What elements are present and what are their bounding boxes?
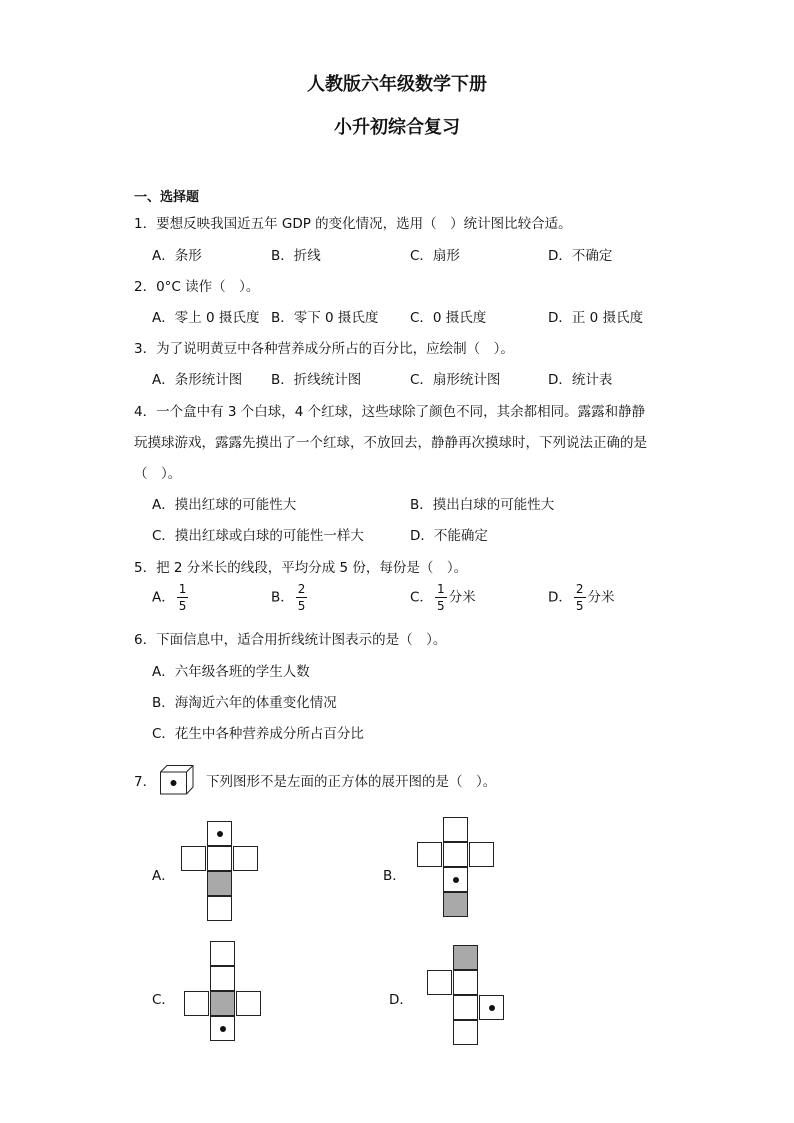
net-cell bbox=[443, 842, 468, 867]
q2-option-c[interactable]: C．0 摄氏度 bbox=[410, 310, 487, 326]
q4-option-b[interactable]: B．摸出白球的可能性大 bbox=[410, 497, 555, 513]
fraction-denominator: 5 bbox=[575, 599, 584, 613]
net-cell bbox=[210, 941, 235, 966]
fraction bbox=[296, 583, 308, 612]
fraction-numerator: 2 bbox=[297, 582, 306, 596]
q2-option-a[interactable]: A．零上 0 摄氏度 bbox=[152, 310, 260, 326]
question-7-number: 7． bbox=[134, 774, 157, 790]
q5-option-a-letter: A． bbox=[152, 589, 175, 606]
question-4-stem-line-3: （ ）。 bbox=[134, 466, 182, 482]
question-4-stem-line-2: 玩摸球游戏，露露先摸出了一个红球，不放回去，静静再次摸球时，下列说法正确的是 bbox=[134, 435, 647, 451]
net-c-label[interactable]: C． bbox=[152, 992, 175, 1008]
q4-option-c[interactable]: C．摸出红球或白球的可能性一样大 bbox=[152, 528, 364, 544]
q3-option-d[interactable]: D．统计表 bbox=[548, 372, 613, 388]
fraction-numerator: 1 bbox=[436, 582, 445, 596]
net-cell bbox=[210, 966, 235, 991]
fraction bbox=[177, 583, 189, 612]
net-cell bbox=[479, 995, 504, 1020]
net-cell bbox=[207, 896, 232, 921]
q1-option-c[interactable]: C．扇形 bbox=[410, 248, 460, 264]
net-cell bbox=[427, 970, 452, 995]
question-5-stem: 5．把 2 分米长的线段，平均分成 5 份，每份是（ ）。 bbox=[134, 560, 468, 576]
cube-figure bbox=[160, 765, 194, 795]
net-d-label[interactable]: D． bbox=[389, 992, 413, 1008]
q5-option-d-letter: D． bbox=[548, 589, 572, 606]
net-cell bbox=[469, 842, 494, 867]
net-cell-shaded bbox=[210, 991, 235, 1016]
net-cell-shaded bbox=[443, 892, 468, 917]
fraction bbox=[574, 583, 586, 612]
fraction-numerator: 1 bbox=[178, 582, 187, 596]
q5-option-d-unit: 分米 bbox=[587, 589, 615, 606]
dot-icon bbox=[453, 877, 459, 883]
question-7-stem: 下列图形不是左面的正方体的展开图的是（ ）。 bbox=[206, 774, 497, 790]
q1-option-d[interactable]: D．不确定 bbox=[548, 248, 613, 264]
net-cell bbox=[443, 867, 468, 892]
net-cell bbox=[233, 846, 258, 871]
question-2-stem: 2．0°C 读作（ ）。 bbox=[134, 279, 260, 295]
dot-icon bbox=[489, 1005, 495, 1011]
fraction-denominator: 5 bbox=[297, 599, 306, 613]
dot-icon bbox=[220, 1026, 226, 1032]
net-cell bbox=[453, 970, 478, 995]
fraction-denominator: 5 bbox=[178, 599, 187, 613]
net-cell bbox=[207, 846, 232, 871]
q5-option-d[interactable] bbox=[548, 583, 615, 612]
q6-option-c[interactable]: C．花生中各种营养成分所占百分比 bbox=[152, 726, 364, 742]
net-cell bbox=[184, 991, 209, 1016]
net-a-label[interactable]: A． bbox=[152, 868, 175, 884]
q2-option-b[interactable]: B．零下 0 摄氏度 bbox=[271, 310, 379, 326]
net-cell-shaded bbox=[453, 945, 478, 970]
q6-option-a[interactable]: A．六年级各班的学生人数 bbox=[152, 664, 310, 680]
question-1-stem: 1．要想反映我国近五年 GDP 的变化情况，选用（ ）统计图比较合适。 bbox=[134, 216, 572, 232]
net-cell bbox=[181, 846, 206, 871]
net-cell bbox=[443, 817, 468, 842]
section-heading: 一、选择题 bbox=[134, 190, 200, 205]
q4-option-a[interactable]: A．摸出红球的可能性大 bbox=[152, 497, 297, 513]
net-cell bbox=[210, 1016, 235, 1041]
net-b-label[interactable]: B． bbox=[383, 868, 406, 884]
question-4-stem-line-1: 4．一个盒中有 3 个白球，4 个红球，这些球除了颜色不同，其余都相同。露露和静静 bbox=[134, 404, 646, 420]
net-cell bbox=[453, 995, 478, 1020]
q4-option-d[interactable]: D．不能确定 bbox=[410, 528, 488, 544]
q3-option-a[interactable]: A．条形统计图 bbox=[152, 372, 243, 388]
net-cell-shaded bbox=[207, 871, 232, 896]
q2-option-d[interactable]: D．正 0 摄氏度 bbox=[548, 310, 644, 326]
net-cell bbox=[207, 821, 232, 846]
q5-option-c[interactable] bbox=[410, 583, 476, 612]
q1-option-a[interactable]: A．条形 bbox=[152, 248, 202, 264]
q6-option-b[interactable]: B．海淘近六年的体重变化情况 bbox=[152, 695, 337, 711]
q5-option-b-letter: B． bbox=[271, 589, 294, 606]
q5-option-c-letter: C． bbox=[410, 589, 433, 606]
net-cell bbox=[236, 991, 261, 1016]
q5-option-c-unit: 分米 bbox=[448, 589, 476, 606]
q5-option-b[interactable] bbox=[271, 583, 309, 612]
q3-option-b[interactable]: B．折线统计图 bbox=[271, 372, 362, 388]
net-cell bbox=[417, 842, 442, 867]
question-6-stem: 6．下面信息中，适合用折线统计图表示的是（ ）。 bbox=[134, 632, 447, 648]
document-subtitle: 小升初综合复习 bbox=[334, 117, 460, 138]
q3-option-c[interactable]: C．扇形统计图 bbox=[410, 372, 501, 388]
question-3-stem: 3．为了说明黄豆中各种营养成分所占的百分比，应绘制（ ）。 bbox=[134, 341, 514, 357]
dot-icon bbox=[217, 831, 223, 837]
fraction-numerator: 2 bbox=[575, 582, 584, 596]
document-title: 人教版六年级数学下册 bbox=[307, 74, 487, 95]
q5-option-a[interactable] bbox=[152, 583, 190, 612]
net-cell bbox=[453, 1020, 478, 1045]
fraction bbox=[435, 583, 447, 612]
q1-option-b[interactable]: B．折线 bbox=[271, 248, 321, 264]
fraction-denominator: 5 bbox=[436, 599, 445, 613]
